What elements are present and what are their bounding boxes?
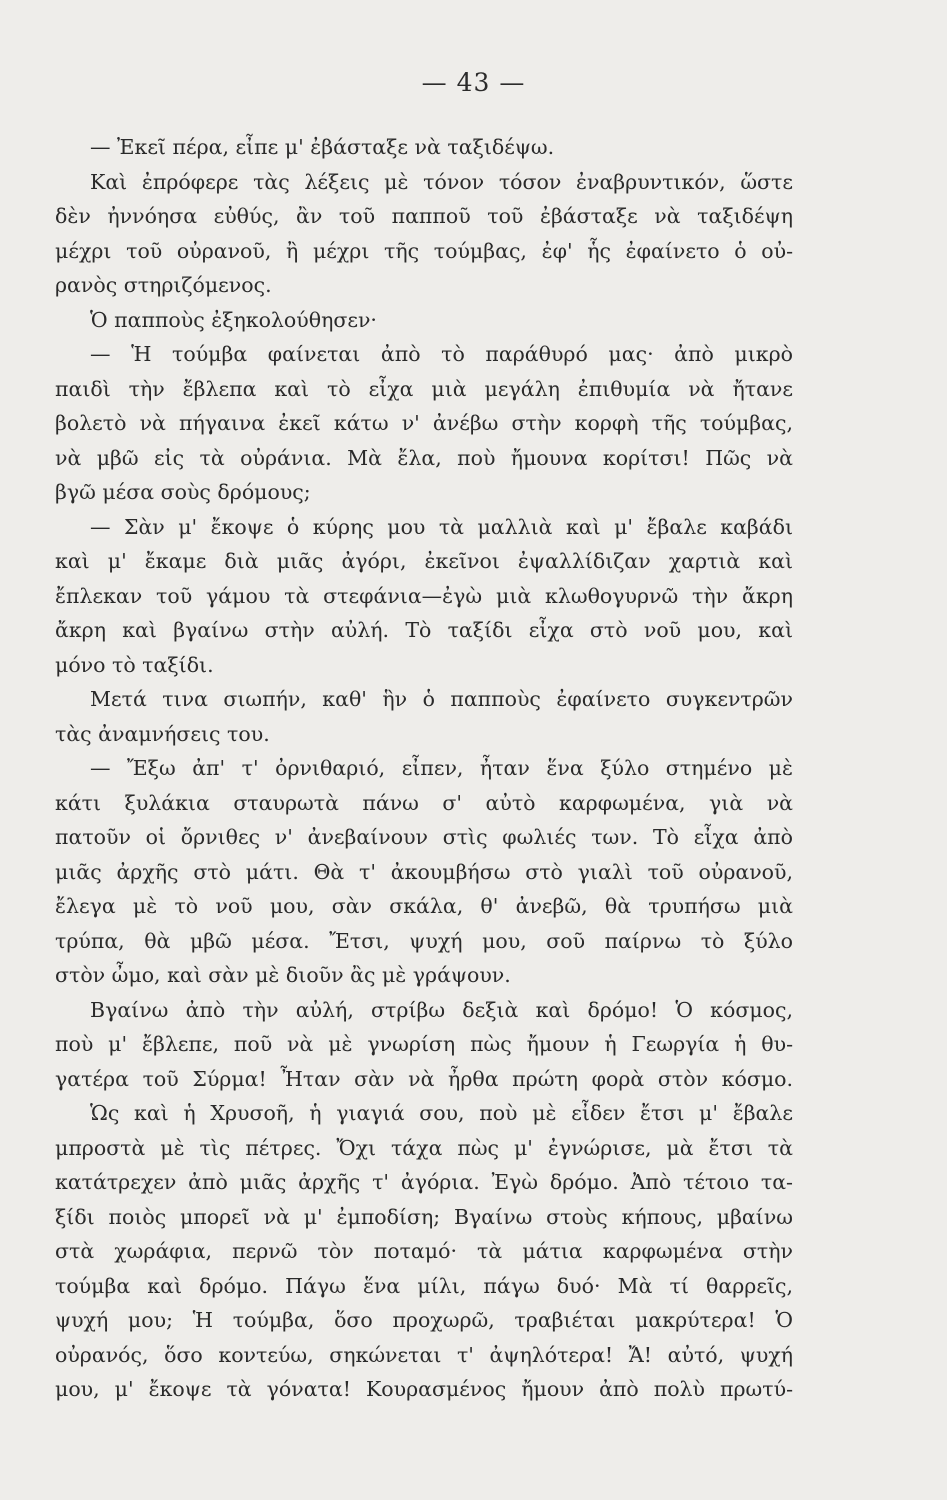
text-line: παιδὶ τὴν ἔβλεπα καὶ τὸ εἶχα μιὰ μεγάλη ἐπιθυμία νὰ ἤτανε — [55, 376, 793, 401]
text-line: νὰ μβῶ εἰς τὰ οὐράνια. Μὰ ἔλα, ποὺ ἤμουνα κορίτσι! Πῶς νὰ — [55, 445, 793, 470]
text-line: βολετὸ νὰ πήγαινα ἐκεῖ κάτω ν' ἀνέβω στὴν κορφὴ τῆς τούμβας, — [55, 411, 793, 435]
text-line: γατέρα τοῦ Σύρμα! Ἦταν σὰν νὰ ἦρθα πρώτη φορὰ στὸν κόσμο. — [55, 1066, 793, 1091]
text-line: Ὡς καὶ ἡ Χρυσοῆ, ἡ γιαγιά σου, ποὺ μὲ εἶδεν ἔτσι μ' ἔβαλε — [90, 1101, 793, 1125]
text-line: ἔπλεκαν τοῦ γάμου τὰ στεφάνια—ἐγὼ μιὰ κλωθογυρνῶ τὴν ἄκρη — [55, 583, 793, 608]
text-line: ἄκρη καὶ βγαίνω στὴν αὐλή. Τὸ ταξίδι εἶχα στὸ νοῦ μου, καὶ — [55, 618, 793, 642]
text-line: Μετά τινα σιωπήν, καθ' ἣν ὁ παπποὺς ἐφαίνετο συγκεντρῶν — [90, 687, 793, 711]
page-number: — 43 — — [421, 68, 526, 97]
text-line: Καὶ ἐπρόφερε τὰς λέξεις μὲ τόνον τόσον ἐναβρυντικόν, ὥστε — [90, 169, 793, 194]
text-line: μόνο τὸ ταξίδι. — [55, 652, 214, 677]
body-text — [55, 130, 793, 1407]
text-line: — Σὰν μ' ἔκοψε ὁ κύρης μου τὰ μαλλιὰ καὶ μ' ἔβαλε καβάδι — [90, 514, 793, 539]
text-line: κατάτρεχεν ἀπὸ μιᾶς ἀρχῆς τ' ἀγόρια. Ἐγὼ δρόμο. Ἀπὸ τέτοιο τα- — [55, 1170, 793, 1194]
text-line: κάτι ξυλάκια σταυρωτὰ πάνω σ' αὐτὸ καρφωμένα, γιὰ νὰ — [55, 790, 793, 815]
text-line: στὰ χωράφια, περνῶ τὸν ποταμό· τὰ μάτια καρφωμένα στὴν — [55, 1239, 793, 1263]
text-line: καὶ μ' ἔκαμε διὰ μιᾶς ἀγόρι, ἐκεῖνοι ἐψαλλίδιζαν χαρτιὰ καὶ — [55, 549, 793, 573]
text-line: — Ἔξω ἀπ' τ' ὀρνιθαριό, εἶπεν, ἦταν ἕνα ξύλο στημένο μὲ — [90, 756, 793, 780]
text-line: πατοῦν οἱ ὄρνιθες ν' ἀνεβαίνουν στὶς φωλιές των. Τὸ εἶχα ἀπὸ — [55, 825, 793, 849]
text-line: ψυχή μου; Ἡ τούμβα, ὅσο προχωρῶ, τραβιέται μακρύτερα! Ὁ — [55, 1308, 793, 1332]
text-line: μιᾶς ἀρχῆς στὸ μάτι. Θὰ τ' ἀκουμβήσω στὸ γιαλὶ τοῦ οὐρανοῦ, — [55, 859, 793, 884]
text-line: ἔλεγα μὲ τὸ νοῦ μου, σὰν σκάλα, θ' ἀνεβῶ, θὰ τρυπήσω μιὰ — [55, 894, 793, 918]
text-line: τούμβα καὶ δρόμο. Πάγω ἕνα μίλι, πάγω δυό· Μὰ τί θαρρεῖς, — [55, 1273, 793, 1298]
text-line: μέχρι τοῦ οὐρανοῦ, ἢ μέχρι τῆς τούμβας, ἐφ' ἧς ἐφαίνετο ὁ οὐ- — [55, 238, 793, 263]
text-line: ποὺ μ' ἔβλεπε, ποῦ νὰ μὲ γνωρίση πὼς ἤμουν ἡ Γεωργία ἡ θυ- — [55, 1032, 793, 1056]
text-line: δὲν ἠννόησα εὐθύς, ἂν τοῦ παπποῦ τοῦ ἐβάσταξε νὰ ταξιδέψη — [55, 204, 793, 228]
text-line: — Ἡ τούμβα φαίνεται ἀπὸ τὸ παράθυρό μας· ἀπὸ μικρὸ — [90, 342, 793, 366]
text-line: τὰς ἀναμνήσεις του. — [55, 721, 270, 746]
text-line: ξίδι ποιὸς μπορεῖ νὰ μ' ἐμποδίση; Βγαίνω στοὺς κήπους, μβαίνω — [55, 1204, 793, 1229]
text-line: Ὁ παπποὺς ἐξηκολούθησεν· — [90, 307, 377, 332]
text-line: οὐρανός, ὅσο κοντεύω, σηκώνεται τ' ἀψηλότερα! Ἄ! αὐτό, ψυχή — [55, 1342, 793, 1367]
text-line: Βγαίνω ἀπὸ τὴν αὐλή, στρίβω δεξιὰ καὶ δρόμο! Ὁ κόσμος, — [90, 997, 793, 1022]
text-line: μου, μ' ἔκοψε τὰ γόνατα! Κουρασμένος ἤμουν ἀπὸ πολὺ πρωτύ- — [55, 1377, 793, 1401]
text-line: τρύπα, θὰ μβῶ μέσα. Ἔτσι, ψυχή μου, σοῦ παίρνω τὸ ξύλο — [55, 928, 793, 953]
text-line: μπροστὰ μὲ τὶς πέτρες. Ὄχι τάχα πὼς μ' ἐγνώρισε, μὰ ἔτσι τὰ — [55, 1135, 793, 1160]
text-line: ρανὸς στηριζόμενος. — [55, 273, 272, 297]
text-line: — Ἐκεῖ πέρα, εἶπε μ' ἐβάσταξε νὰ ταξιδέψω. — [90, 135, 555, 159]
text-line: στὸν ὦμο, καὶ σὰν μὲ διοῦν ἂς μὲ γράψουν. — [55, 963, 511, 987]
text-line: βγῶ μέσα σοὺς δρόμους; — [55, 480, 311, 504]
